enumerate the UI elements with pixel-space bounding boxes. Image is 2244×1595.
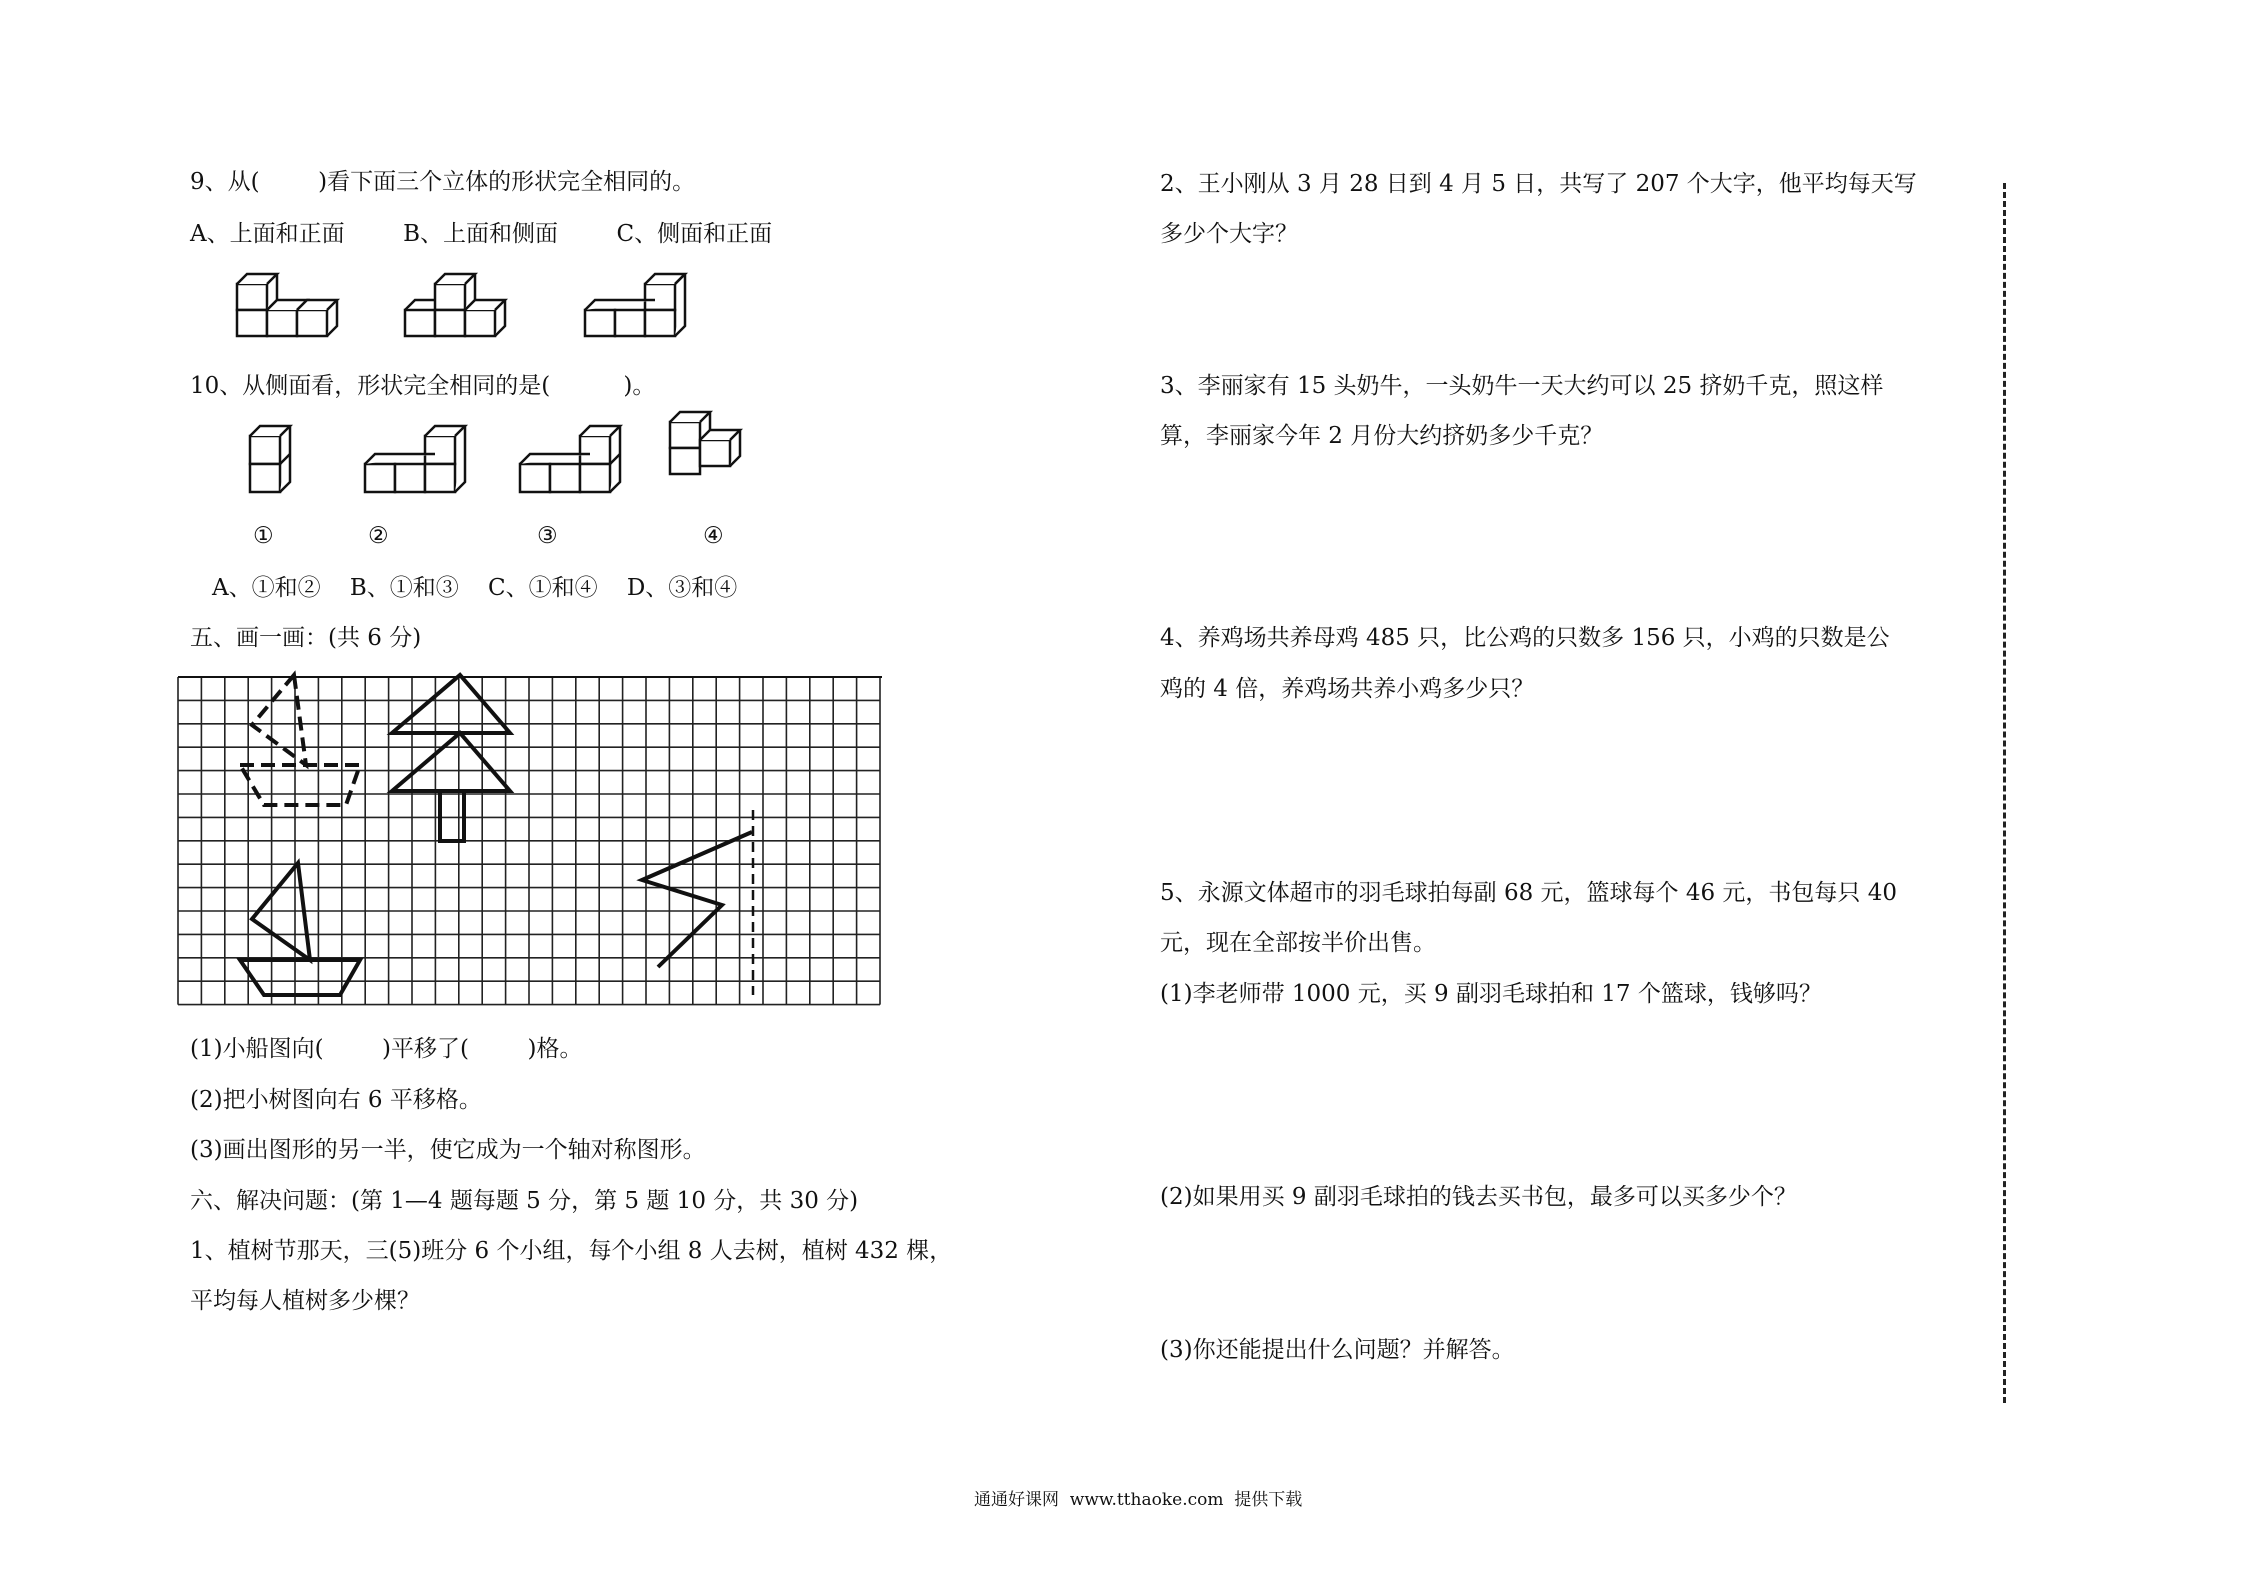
q10-figure-3 — [520, 426, 620, 492]
q10-options: A、①和② B、①和③ C、①和④ D、③和④ — [212, 575, 738, 601]
q10-label-1: ① — [253, 523, 274, 549]
q5-line2: 元，现在全部按半价出售。 — [1160, 930, 1436, 956]
q10-cube-figures — [240, 418, 760, 508]
q5-line1: 5、永源文体超市的羽毛球拍每副 68 元，篮球每个 46 元，书包每只 40 — [1160, 880, 1897, 906]
drawing-grid[interactable] — [170, 665, 890, 1010]
q10-label-2: ② — [368, 523, 389, 549]
q4-line2: 鸡的 4 倍，养鸡场共养小鸡多少只？ — [1160, 676, 1535, 702]
q3-line1: 3、李丽家有 15 头奶牛，一头奶牛一天大约可以 25 挤奶千克，照这样 — [1160, 373, 1884, 399]
q4-line1: 4、养鸡场共养母鸡 485 只，比公鸡的只数多 156 只，小鸡的只数是公 — [1160, 625, 1890, 651]
q9-cube-figures — [225, 262, 695, 342]
section6-q1-line1: 1、植树节那天，三(5)班分 6 个小组，每个小组 8 人去树，植树 432 棵， — [190, 1238, 953, 1264]
q2-line2: 多少个大字？ — [1160, 221, 1298, 247]
q10-figure-2 — [365, 426, 465, 492]
q10-figure-1 — [250, 426, 290, 492]
section6-title: 六、解决问题：(第 1—4 题每题 5 分，第 5 题 10 分，共 30 分) — [190, 1188, 859, 1214]
q9-figure-3 — [585, 274, 685, 336]
q9-figure-1 — [237, 274, 337, 336]
section5-item-3: (3)画出图形的另一半，使它成为一个轴对称图形。 — [190, 1137, 706, 1163]
section5-title: 五、画一画：(共 6 分) — [190, 625, 422, 651]
q10-figure-4 — [670, 412, 740, 474]
section5-item-1: (1)小船图向( )平移了( )格。 — [190, 1036, 583, 1062]
binding-dash-line — [2003, 183, 2006, 1403]
half-figure — [642, 832, 752, 967]
q2-line1: 2、王小刚从 3 月 28 日到 4 月 5 日，共写了 207 个大字，他平均每天写 — [1160, 171, 1917, 197]
section5-item-2: (2)把小树图向右 6 平移格。 — [190, 1087, 482, 1113]
q9-options: A、上面和正面 B、上面和侧面 C、侧面和正面 — [190, 221, 773, 247]
q9-stem: 9、从( )看下面三个立体的形状完全相同的。 — [190, 169, 696, 195]
footer-credit: 通通好课网 www.tthaoke.com 提供下载 — [974, 1490, 1303, 1510]
q5-part-1: (1)李老师带 1000 元，买 9 副羽毛球拍和 17 个篮球，钱够吗？ — [1160, 981, 1822, 1007]
q10-stem: 10、从侧面看，形状完全相同的是( )。 — [190, 373, 656, 399]
q10-label-3: ③ — [537, 523, 558, 549]
q10-label-4: ④ — [703, 523, 724, 549]
q9-figure-2 — [405, 274, 505, 336]
q3-line2: 算，李丽家今年 2 月份大约挤奶多少千克？ — [1160, 423, 1604, 449]
q5-part-3: (3)你还能提出什么问题？并解答。 — [1160, 1337, 1515, 1363]
section6-q1-line2: 平均每人植树多少棵？ — [190, 1288, 420, 1314]
q5-part-2: (2)如果用买 9 副羽毛球拍的钱去买书包，最多可以买多少个？ — [1160, 1184, 1797, 1210]
